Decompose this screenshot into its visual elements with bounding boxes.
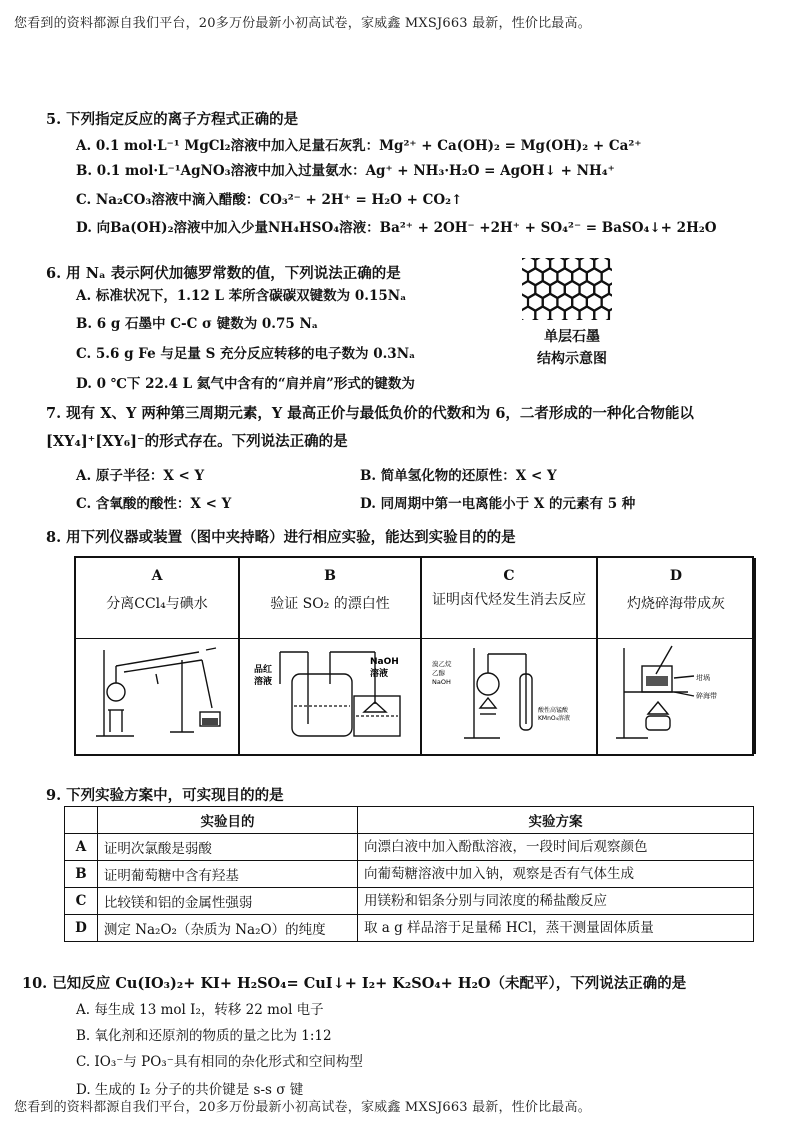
distillation-apparatus-image	[94, 644, 224, 744]
q5-stem: 5. 下列指定反应的离子方程式正确的是	[46, 111, 299, 128]
top-banner: 您看到的资料都源自我们平台，20多万份最新小初高试卷，家威鑫 MXSJ663 最新，性价比最高。	[14, 16, 591, 31]
q9-stem: 9. 下列实验方案中，可实现目的的是	[46, 787, 284, 804]
q5-option-c: C. Na₂CO₃溶液中滴入醋酸：CO₃²⁻ + 2H⁺ = H₂O + CO₂↑	[76, 192, 463, 208]
q8-col-c	[422, 558, 598, 754]
q8-apparatus-table	[74, 556, 754, 756]
q7-option-d: D. 同周期中第一电离能小于 X 的元素有 5 种	[360, 496, 636, 512]
q8-col-b-caption: 验证 SO₂ 的漂白性	[270, 596, 390, 612]
q5-option-b: B. 0.1 mol·L⁻¹AgNO₃溶液中加入过量氨水：Ag⁺ + NH₃·H₂O = AgOH↓ + NH₄⁺	[76, 163, 615, 179]
q9-row-plan: 向漂白液中加入酚酞溶液，一段时间后观察颜色	[358, 834, 754, 861]
q9-row-purpose: 测定 Na₂O₂（杂质为 Na₂O）的纯度	[97, 915, 357, 942]
q8-col-c-letter: C	[503, 568, 515, 584]
q6-option-c: C. 5.6 g Fe 与足量 S 充分反应转移的电子数为 0.3Nₐ	[76, 346, 416, 362]
fig-b-right-label-2: 溶液	[370, 669, 389, 679]
bottom-banner: 您看到的资料都源自我们平台，20多万份最新小初高试卷，家威鑫 MXSJ663 最新，性价比最高。	[14, 1100, 591, 1115]
hexagon-cell	[594, 307, 609, 321]
q8-col-d	[598, 558, 756, 754]
q8-col-b	[240, 558, 422, 754]
q10-stem: 10. 已知反应 Cu(IO₃)₂+ KI+ H₂SO₄= CuI↓+ I₂+ K₂SO₄+ H₂O（未配平），下列说法正确的是	[22, 975, 687, 992]
q10-option-a: A. 每生成 13 mol I₂，转移 22 mol 电子	[76, 1002, 324, 1018]
q10-option-d: D. 生成的 I₂ 分子的共价键是 s-s σ 键	[76, 1082, 304, 1098]
q9-row-plan: 向葡萄糖溶液中加入钠，观察是否有气体生成	[358, 861, 754, 888]
q9-row-key: B	[65, 861, 98, 888]
hexagon-cell	[580, 307, 595, 321]
so2-bleach-apparatus-image	[250, 644, 415, 744]
q9-header-purpose: 实验目的	[97, 807, 357, 834]
fig-b-left-label-2: 溶液	[254, 677, 273, 687]
q7-option-a: A. 原子半径：X < Y	[76, 468, 205, 484]
q8-col-d-letter: D	[669, 568, 683, 584]
q9-row-plan: 取 a g 样品溶于足量稀 HCl，蒸干测量固体质量	[358, 915, 754, 942]
q9-table	[64, 806, 754, 942]
hexagon-cell	[550, 307, 565, 321]
fig-c-right-label-2: KMnO₄溶液	[538, 715, 571, 722]
graphite-caption-1: 单层石墨	[544, 329, 600, 345]
graphite-caption-2: 结构示意图	[537, 351, 607, 367]
fig-b-left-label-1: 品红	[254, 665, 273, 675]
q6-stem: 6. 用 Nₐ 表示阿伏加德罗常数的值，下列说法正确的是	[46, 265, 401, 282]
q6-option-b: B. 6 g 石墨中 C-C σ 键数为 0.75 Nₐ	[76, 316, 319, 332]
q7-option-c: C. 含氧酸的酸性：X < Y	[76, 496, 232, 512]
q7-stem-line1: 7. 现有 X、Y 两种第三周期元素，Y 最高正价与最低负价的代数和为 6，二者形成的一种化合物能以	[46, 405, 694, 422]
fig-c-right-label-1: 酸性高锰酸	[538, 707, 569, 714]
q8-col-d-caption: 灼烧碎海带成灰	[627, 596, 725, 612]
q5-option-a: A. 0.1 mol·L⁻¹ MgCl₂溶液中加入足量石灰乳：Mg²⁺ + Ca(OH)₂ = Mg(OH)₂ + Ca²⁺	[76, 138, 642, 154]
q9-row-purpose: 比较镁和铝的金属性强弱	[97, 888, 357, 915]
fig-d-label-2: 碎海带	[696, 692, 717, 700]
graphite-structure-diagram	[522, 258, 612, 320]
fig-c-left-label-1: 溴乙烷	[432, 660, 452, 668]
q10-option-b: B. 氧化剂和还原剂的物质的量之比为 1:12	[76, 1028, 332, 1044]
q10-option-c: C. IO₃⁻与 PO₃⁻具有相同的杂化形式和空间构型	[76, 1054, 363, 1070]
table-row	[65, 888, 754, 915]
q8-col-a	[76, 558, 240, 754]
q7-stem-line2: [XY₄]⁺[XY₆]⁻的形式存在。下列说法正确的是	[46, 433, 348, 450]
q9-row-key: C	[65, 888, 98, 915]
table-row	[65, 915, 754, 942]
crucible-burning-apparatus-image	[612, 644, 742, 744]
q8-stem: 8. 用下列仪器或装置（图中夹持略）进行相应实验，能达到实验目的的是	[46, 529, 516, 546]
q7-option-b: B. 简单氢化物的还原性：X < Y	[360, 468, 557, 484]
fig-b-right-label-1: NaOH	[370, 657, 399, 667]
table-row	[65, 861, 754, 888]
q9-header-key	[65, 807, 98, 834]
q6-option-d: D. 0 ℃下 22.4 L 氦气中含有的“肩并肩”形式的键数为	[76, 376, 415, 392]
q9-table-header	[65, 807, 754, 834]
q5-option-d: D. 向Ba(OH)₂溶液中加入少量NH₄HSO₄溶液：Ba²⁺ + 2OH⁻ +2H⁺ + SO₄²⁻ = BaSO₄↓+ 2H₂O	[76, 220, 717, 236]
table-row	[65, 834, 754, 861]
fig-c-left-label-2: 乙醇	[432, 669, 445, 677]
fig-c-left-label-3: NaOH	[432, 678, 451, 686]
q9-header-plan: 实验方案	[358, 807, 754, 834]
q8-col-a-caption: 分离CCl₄与碘水	[106, 596, 208, 612]
elimination-apparatus-image	[430, 644, 590, 744]
q9-row-purpose: 证明次氯酸是弱酸	[97, 834, 357, 861]
hexagon-cell	[522, 307, 535, 321]
q6-option-a: A. 标准状况下，1.12 L 苯所含碳碳双键数为 0.15Nₐ	[76, 288, 407, 304]
fig-d-label-1: 坩埚	[696, 674, 710, 682]
q9-row-key: A	[65, 834, 98, 861]
q8-table-divider	[76, 638, 752, 639]
hexagon-cell	[535, 307, 550, 321]
hexagon-cell	[565, 307, 580, 321]
q8-col-c-caption: 证明卤代烃发生消去反应	[432, 592, 586, 608]
q9-row-plan: 用镁粉和铝条分别与同浓度的稀盐酸反应	[358, 888, 754, 915]
q8-col-a-letter: A	[151, 568, 163, 584]
q9-row-purpose: 证明葡萄糖中含有羟基	[97, 861, 357, 888]
q8-col-b-letter: B	[324, 568, 336, 584]
q9-row-key: D	[65, 915, 98, 942]
